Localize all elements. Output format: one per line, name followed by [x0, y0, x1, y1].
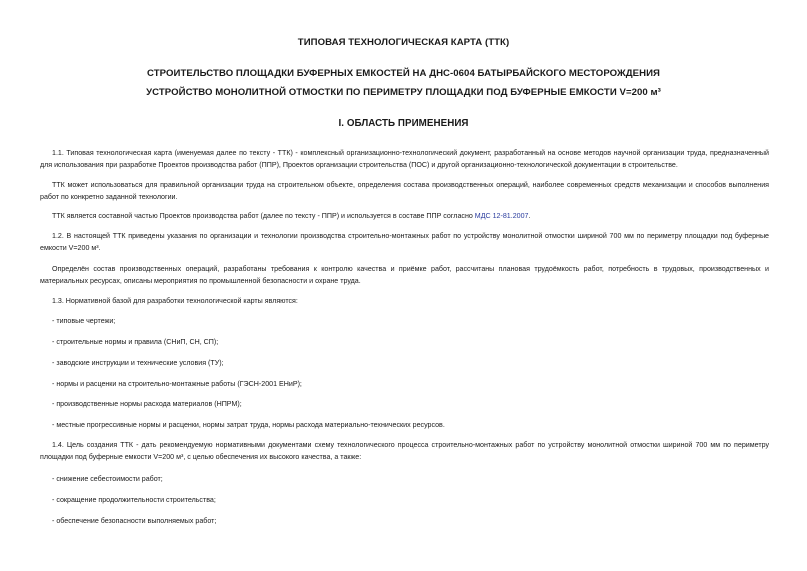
paragraph-1-2: 1.2. В настоящей ТТК приведены указания по организации и технологии производства строительно-монтажных работ по устройству монолитной отмостки шириной 700 мм по периметру площадки под буферные емкости V=200 м³. [40, 232, 769, 252]
section-title: I. ОБЛАСТЬ ПРИМЕНЕНИЯ [338, 118, 469, 129]
list-item: - сокращение продолжительности строительства; [52, 496, 216, 504]
document-subtitle-line1: СТРОИТЕЛЬСТВО ПЛОЩАДКИ БУФЕРНЫХ ЕМКОСТЕЙ НА ДНС-0604 БАТЫРБАЙСКОГО МЕСТОРОЖДЕНИЯ [147, 68, 660, 79]
list-item: - строительные нормы и правила (СНиП, СН, СП); [52, 338, 219, 346]
list-item: - типовые чертежи; [52, 317, 116, 325]
document-title: ТИПОВАЯ ТЕХНОЛОГИЧЕСКАЯ КАРТА (ТТК) [297, 37, 510, 48]
paragraph-1-1: 1.1. Типовая технологическая карта (именуемая далее по тексту - ТТК) - комплексный организационно-технологический документ, разработанный на основе методов научной организации труда, предназначенный для использования при разработке Проектов производства работ (ППР), Проектов организации строительства (ПОС) и другой организационно-технологической документации в строительстве. [40, 149, 769, 169]
list-item: - производственные нормы расхода материалов (НПРМ); [52, 400, 242, 408]
list-item: - нормы и расценки на строительно-монтажные работы (ГЭСН-2001 ЕНиР); [52, 380, 302, 388]
list-item: - местные прогрессивные нормы и расценки, нормы затрат труда, нормы расхода материально-технических ресурсов. [52, 421, 445, 429]
paragraph-1-4: 1.4. Цель создания ТТК - дать рекомендуемую нормативными документами схему технологического процесса строительно-монтажных работ по устройству монолитной отмостки шириной 700 мм по периметру площадки под буферные емкости V=200 м³, с целью обеспечения их высокого качества, а также: [40, 441, 769, 461]
mds-link[interactable]: МДС 12-81.2007 [474, 212, 529, 220]
paragraph-operations: Определён состав производственных операций, разработаны требования к контролю качества и приёмке работ, рассчитаны плановая трудоёмкость работ, потребность в трудовых, производственных и материальных ресурсах, описаны мероприятия по промышленной безопасности и охране труда. [40, 265, 769, 285]
paragraph-ttk-usage: ТТК может использоваться для правильной организации труда на строительном объекте, определения состава производственных операций, наиболее современных средств механизации и способов выполнения работ по конкретно заданной технологии. [40, 181, 769, 201]
paragraph-ttk-part-of-ppr: ТТК является составной частью Проектов производства работ (далее по тексту - ППР) и используется в составе ППР согласно МДС 12-81.2007. [52, 212, 531, 220]
list-item: - снижение себестоимости работ; [52, 475, 163, 483]
document-subtitle-line2: УСТРОЙСТВО МОНОЛИТНОЙ ОТМОСТКИ ПО ПЕРИМЕТРУ ПЛОЩАДКИ ПОД БУФЕРНЫЕ ЕМКОСТИ V=200 м³ [146, 87, 661, 98]
list-item: - обеспечение безопасности выполняемых работ; [52, 517, 217, 525]
list-item: - заводские инструкции и технические условия (ТУ); [52, 359, 224, 367]
paragraph-1-3: 1.3. Нормативной базой для разработки технологической карты являются: [52, 297, 298, 305]
